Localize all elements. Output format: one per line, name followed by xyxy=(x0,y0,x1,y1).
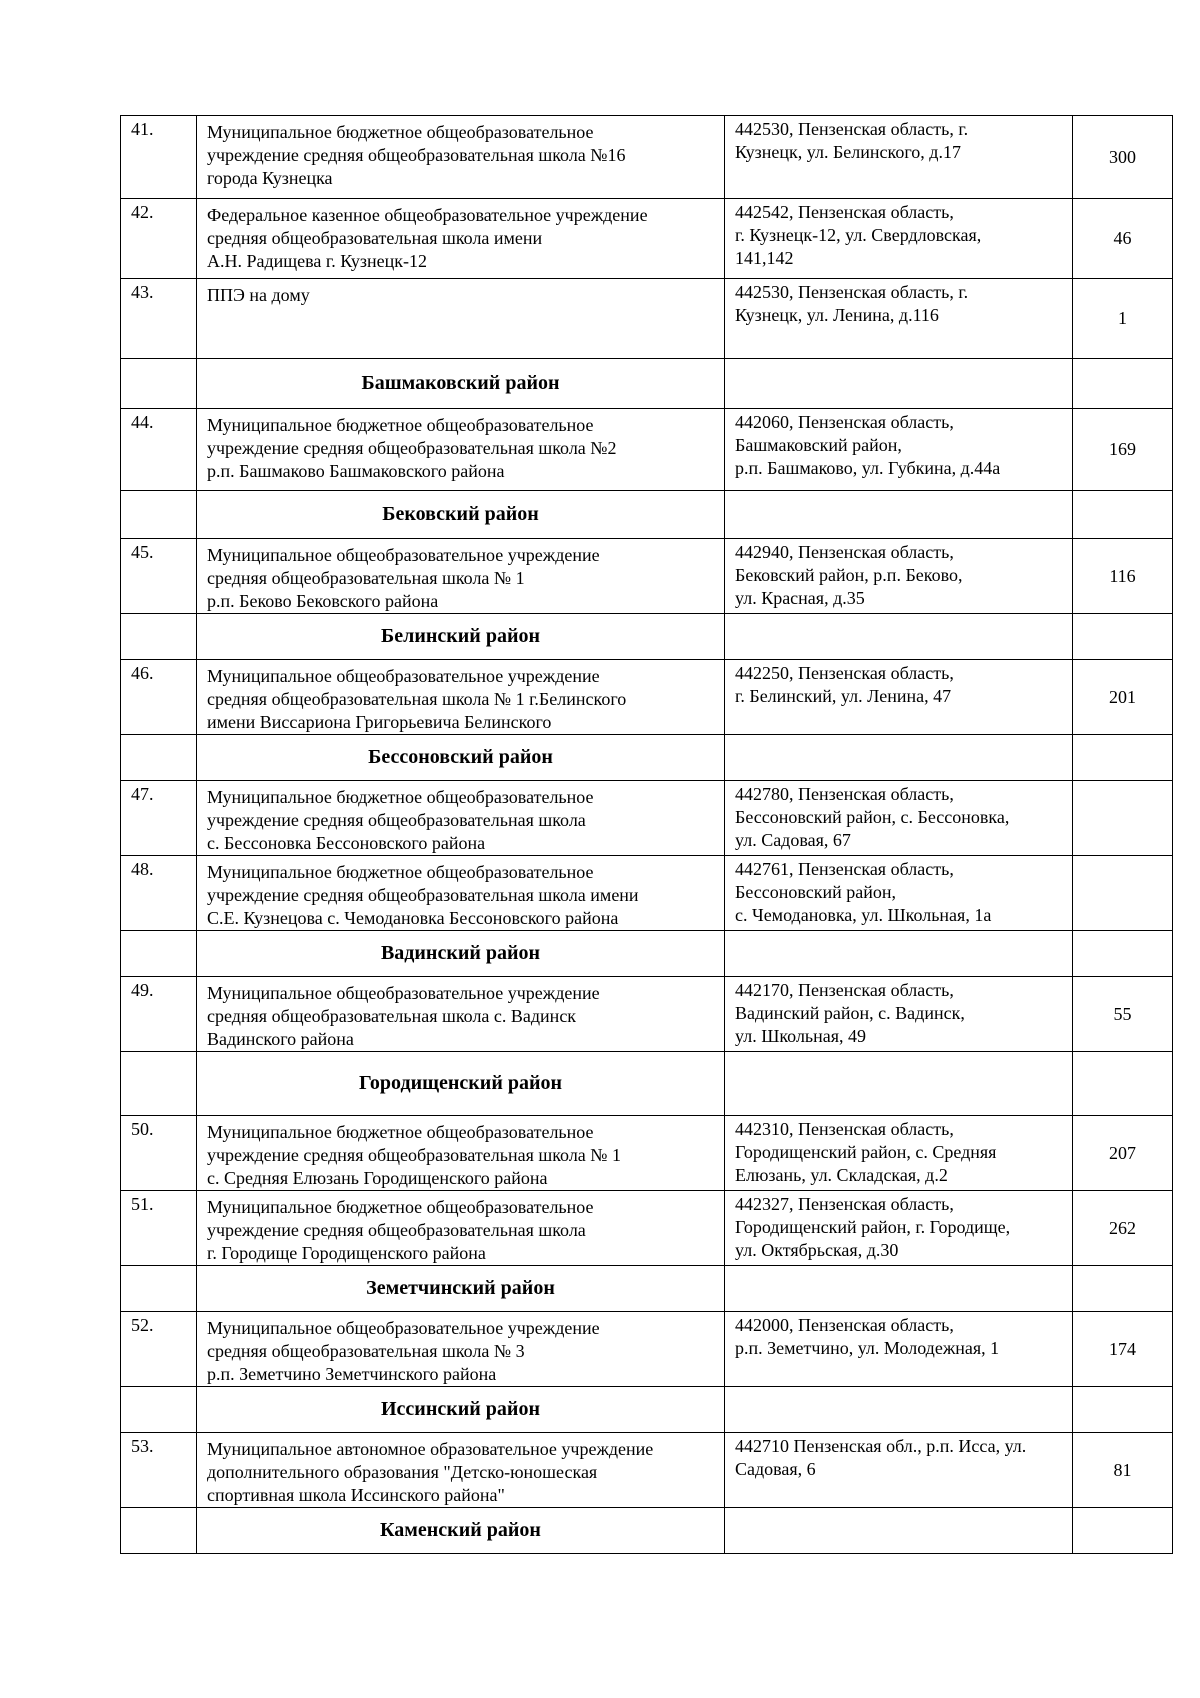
row-number: 53. xyxy=(121,1433,197,1508)
institution-name-line: Муниципальное бюджетное общеобразовательное xyxy=(207,122,594,142)
district-name: Бессоновский район xyxy=(197,735,725,781)
district-name: Земетчинский район xyxy=(197,1266,725,1312)
institution-name-line: р.п. Башмаково Башмаковского района xyxy=(207,461,505,481)
table-row xyxy=(121,116,1173,199)
institution-name xyxy=(197,660,725,735)
institution-address xyxy=(725,409,1073,491)
address-line: Кузнецк, ул. Ленина, д.116 xyxy=(735,305,939,325)
institution-name-line: имени Виссариона Григорьевича Белинского xyxy=(207,712,552,732)
table-row xyxy=(121,1433,1173,1508)
institution-name-line: С.Е. Кузнецова с. Чемодановка Бессоновского района xyxy=(207,908,619,928)
address-line: г. Кузнецк-12, ул. Свердловская, xyxy=(735,225,982,245)
institution-address xyxy=(725,856,1073,931)
address-line: ул. Школьная, 49 xyxy=(735,1026,867,1046)
participant-count: 300 xyxy=(1073,116,1173,199)
participant-count: 55 xyxy=(1073,977,1173,1052)
number-cell-empty xyxy=(121,735,197,781)
address-cell-empty xyxy=(725,735,1073,781)
address-line: 442761, Пензенская область, xyxy=(735,859,954,879)
address-line: Городищенский район, г. Городище, xyxy=(735,1217,1011,1237)
institution-name-line: дополнительного образования "Детско-юношеская xyxy=(207,1462,598,1482)
district-name: Каменский район xyxy=(197,1508,725,1554)
district-name: Иссинский район xyxy=(197,1387,725,1433)
row-number: 48. xyxy=(121,856,197,931)
institution-name-line: Муниципальное общеобразовательное учреждение xyxy=(207,1318,600,1338)
address-line: 442060, Пензенская область, xyxy=(735,412,954,432)
district-header-row xyxy=(121,491,1173,539)
district-name: Башмаковский район xyxy=(197,359,725,409)
institution-name-line: учреждение средняя общеобразовательная школа xyxy=(207,810,586,830)
table-row xyxy=(121,539,1173,614)
number-cell-empty xyxy=(121,1508,197,1554)
institution-address xyxy=(725,1433,1073,1508)
institution-name xyxy=(197,1116,725,1191)
institution-name xyxy=(197,1191,725,1266)
participant-count xyxy=(1073,856,1173,931)
address-line: ул. Октябрьская, д.30 xyxy=(735,1240,899,1260)
participant-count: 1 xyxy=(1073,279,1173,359)
participant-count: 174 xyxy=(1073,1312,1173,1387)
institution-address xyxy=(725,781,1073,856)
institution-name xyxy=(197,116,725,199)
institution-address xyxy=(725,116,1073,199)
address-line: 442310, Пензенская область, xyxy=(735,1119,954,1139)
address-cell-empty xyxy=(725,359,1073,409)
table-row xyxy=(121,781,1173,856)
count-cell-empty xyxy=(1073,359,1173,409)
institution-name-line: А.Н. Радищева г. Кузнецк-12 xyxy=(207,251,427,271)
address-cell-empty xyxy=(725,931,1073,977)
institution-address xyxy=(725,279,1073,359)
address-line: Бессоновский район, с. Бессоновка, xyxy=(735,807,1010,827)
number-cell-empty xyxy=(121,1266,197,1312)
table-row xyxy=(121,279,1173,359)
institution-address xyxy=(725,199,1073,279)
institution-name-line: учреждение средняя общеобразовательная школа xyxy=(207,1220,586,1240)
institution-address xyxy=(725,977,1073,1052)
table-row xyxy=(121,856,1173,931)
address-line: Бессоновский район, xyxy=(735,882,897,902)
district-header-row xyxy=(121,1266,1173,1312)
institution-name xyxy=(197,539,725,614)
institution-name-line: Муниципальное бюджетное общеобразовательное xyxy=(207,415,594,435)
institution-name-line: учреждение средняя общеобразовательная школа №2 xyxy=(207,438,617,458)
institution-name-line: учреждение средняя общеобразовательная школа № 1 xyxy=(207,1145,621,1165)
table-row xyxy=(121,199,1173,279)
participant-count: 81 xyxy=(1073,1433,1173,1508)
number-cell-empty xyxy=(121,1387,197,1433)
number-cell-empty xyxy=(121,491,197,539)
table-row xyxy=(121,1312,1173,1387)
district-name: Вадинский район xyxy=(197,931,725,977)
participant-count xyxy=(1073,781,1173,856)
address-line: Башмаковский район, xyxy=(735,435,902,455)
district-header-row xyxy=(121,1052,1173,1116)
count-cell-empty xyxy=(1073,1052,1173,1116)
address-line: Городищенский район, с. Средняя xyxy=(735,1142,997,1162)
district-name: Белинский район xyxy=(197,614,725,660)
institution-name-line: средняя общеобразовательная школа № 1 xyxy=(207,568,525,588)
address-line: г. Белинский, ул. Ленина, 47 xyxy=(735,686,952,706)
institution-address xyxy=(725,1191,1073,1266)
schools-table xyxy=(120,115,1173,1554)
institution-name-line: Муниципальное бюджетное общеобразовательное xyxy=(207,1197,594,1217)
district-name: Бековский район xyxy=(197,491,725,539)
district-header-row xyxy=(121,614,1173,660)
address-line: 442000, Пензенская область, xyxy=(735,1315,954,1335)
table-row xyxy=(121,1191,1173,1266)
address-cell-empty xyxy=(725,1387,1073,1433)
institution-name-line: ППЭ на дому xyxy=(207,285,310,305)
row-number: 47. xyxy=(121,781,197,856)
institution-name xyxy=(197,1433,725,1508)
table-row xyxy=(121,660,1173,735)
row-number: 42. xyxy=(121,199,197,279)
count-cell-empty xyxy=(1073,735,1173,781)
address-line: 442327, Пензенская область, xyxy=(735,1194,954,1214)
table-row xyxy=(121,409,1173,491)
institution-name-line: учреждение средняя общеобразовательная школа №16 xyxy=(207,145,626,165)
institution-name-line: Муниципальное бюджетное общеобразовательное xyxy=(207,862,594,882)
institution-name-line: средняя общеобразовательная школа с. Вадинск xyxy=(207,1006,577,1026)
address-line: 442542, Пензенская область, xyxy=(735,202,954,222)
institution-name-line: р.п. Беково Бековского района xyxy=(207,591,439,611)
number-cell-empty xyxy=(121,614,197,660)
participant-count: 207 xyxy=(1073,1116,1173,1191)
participant-count: 116 xyxy=(1073,539,1173,614)
count-cell-empty xyxy=(1073,931,1173,977)
address-line: 442530, Пензенская область, г. xyxy=(735,119,969,139)
institution-address xyxy=(725,539,1073,614)
address-line: р.п. Земетчино, ул. Молодежная, 1 xyxy=(735,1338,1000,1358)
number-cell-empty xyxy=(121,1052,197,1116)
address-line: Вадинский район, с. Вадинск, xyxy=(735,1003,965,1023)
district-header-row xyxy=(121,735,1173,781)
institution-address xyxy=(725,1116,1073,1191)
row-number: 43. xyxy=(121,279,197,359)
row-number: 44. xyxy=(121,409,197,491)
number-cell-empty xyxy=(121,359,197,409)
participant-count: 201 xyxy=(1073,660,1173,735)
address-line: 442940, Пензенская область, xyxy=(735,542,954,562)
institution-name-line: Муниципальное общеобразовательное учреждение xyxy=(207,983,600,1003)
address-line: 442780, Пензенская область, xyxy=(735,784,954,804)
institution-name-line: средняя общеобразовательная школа имени xyxy=(207,228,543,248)
table-row xyxy=(121,1116,1173,1191)
institution-name-line: с. Бессоновка Бессоновского района xyxy=(207,833,486,853)
institution-name xyxy=(197,279,725,359)
institution-name xyxy=(197,977,725,1052)
institution-name xyxy=(197,199,725,279)
address-line: с. Чемодановка, ул. Школьная, 1а xyxy=(735,905,992,925)
address-line: 442170, Пензенская область, xyxy=(735,980,954,1000)
district-header-row xyxy=(121,931,1173,977)
institution-name-line: спортивная школа Иссинского района" xyxy=(207,1485,505,1505)
institution-name-line: р.п. Земетчино Земетчинского района xyxy=(207,1364,497,1384)
row-number: 52. xyxy=(121,1312,197,1387)
institution-name-line: Вадинского района xyxy=(207,1029,354,1049)
participant-count: 169 xyxy=(1073,409,1173,491)
institution-name-line: Муниципальное бюджетное общеобразовательное xyxy=(207,1122,594,1142)
institution-name xyxy=(197,856,725,931)
institution-name-line: города Кузнецка xyxy=(207,168,333,188)
institution-name-line: учреждение средняя общеобразовательная школа имени xyxy=(207,885,639,905)
institution-name-line: средняя общеобразовательная школа № 3 xyxy=(207,1341,525,1361)
participant-count: 262 xyxy=(1073,1191,1173,1266)
row-number: 49. xyxy=(121,977,197,1052)
row-number: 51. xyxy=(121,1191,197,1266)
address-cell-empty xyxy=(725,1266,1073,1312)
row-number: 46. xyxy=(121,660,197,735)
address-line: Садовая, 6 xyxy=(735,1459,816,1479)
address-cell-empty xyxy=(725,491,1073,539)
address-line: р.п. Башмаково, ул. Губкина, д.44а xyxy=(735,458,1001,478)
institution-name-line: средняя общеобразовательная школа № 1 г.Белинского xyxy=(207,689,627,709)
participant-count: 46 xyxy=(1073,199,1173,279)
row-number: 45. xyxy=(121,539,197,614)
number-cell-empty xyxy=(121,931,197,977)
district-header-row xyxy=(121,1387,1173,1433)
address-line: 141,142 xyxy=(735,248,794,268)
institution-name-line: Федеральное казенное общеобразовательное учреждение xyxy=(207,205,648,225)
table-row xyxy=(121,977,1173,1052)
institution-name xyxy=(197,781,725,856)
address-line: 442710 Пензенская обл., р.п. Исса, ул. xyxy=(735,1436,1027,1456)
address-line: Бековский район, р.п. Беково, xyxy=(735,565,963,585)
address-line: ул. Садовая, 67 xyxy=(735,830,851,850)
institution-name-line: Муниципальное общеобразовательное учреждение xyxy=(207,545,600,565)
count-cell-empty xyxy=(1073,614,1173,660)
institution-address xyxy=(725,660,1073,735)
district-name: Городищенский район xyxy=(197,1052,725,1116)
institution-address xyxy=(725,1312,1073,1387)
count-cell-empty xyxy=(1073,491,1173,539)
address-cell-empty xyxy=(725,1508,1073,1554)
row-number: 50. xyxy=(121,1116,197,1191)
institution-name xyxy=(197,1312,725,1387)
address-line: Кузнецк, ул. Белинского, д.17 xyxy=(735,142,961,162)
count-cell-empty xyxy=(1073,1387,1173,1433)
institution-name-line: с. Средняя Елюзань Городищенского района xyxy=(207,1168,548,1188)
schools-table-body xyxy=(121,116,1173,1554)
institution-name-line: г. Городище Городищенского района xyxy=(207,1243,486,1263)
address-line: 442250, Пензенская область, xyxy=(735,663,954,683)
institution-name xyxy=(197,409,725,491)
district-header-row xyxy=(121,1508,1173,1554)
count-cell-empty xyxy=(1073,1266,1173,1312)
address-cell-empty xyxy=(725,614,1073,660)
address-line: 442530, Пензенская область, г. xyxy=(735,282,969,302)
institution-name-line: Муниципальное бюджетное общеобразовательное xyxy=(207,787,594,807)
institution-name-line: Муниципальное автономное образовательное учреждение xyxy=(207,1439,654,1459)
institution-name-line: Муниципальное общеобразовательное учреждение xyxy=(207,666,600,686)
district-header-row xyxy=(121,359,1173,409)
count-cell-empty xyxy=(1073,1508,1173,1554)
address-line: ул. Красная, д.35 xyxy=(735,588,865,608)
row-number: 41. xyxy=(121,116,197,199)
address-cell-empty xyxy=(725,1052,1073,1116)
address-line: Елюзань, ул. Складская, д.2 xyxy=(735,1165,948,1185)
